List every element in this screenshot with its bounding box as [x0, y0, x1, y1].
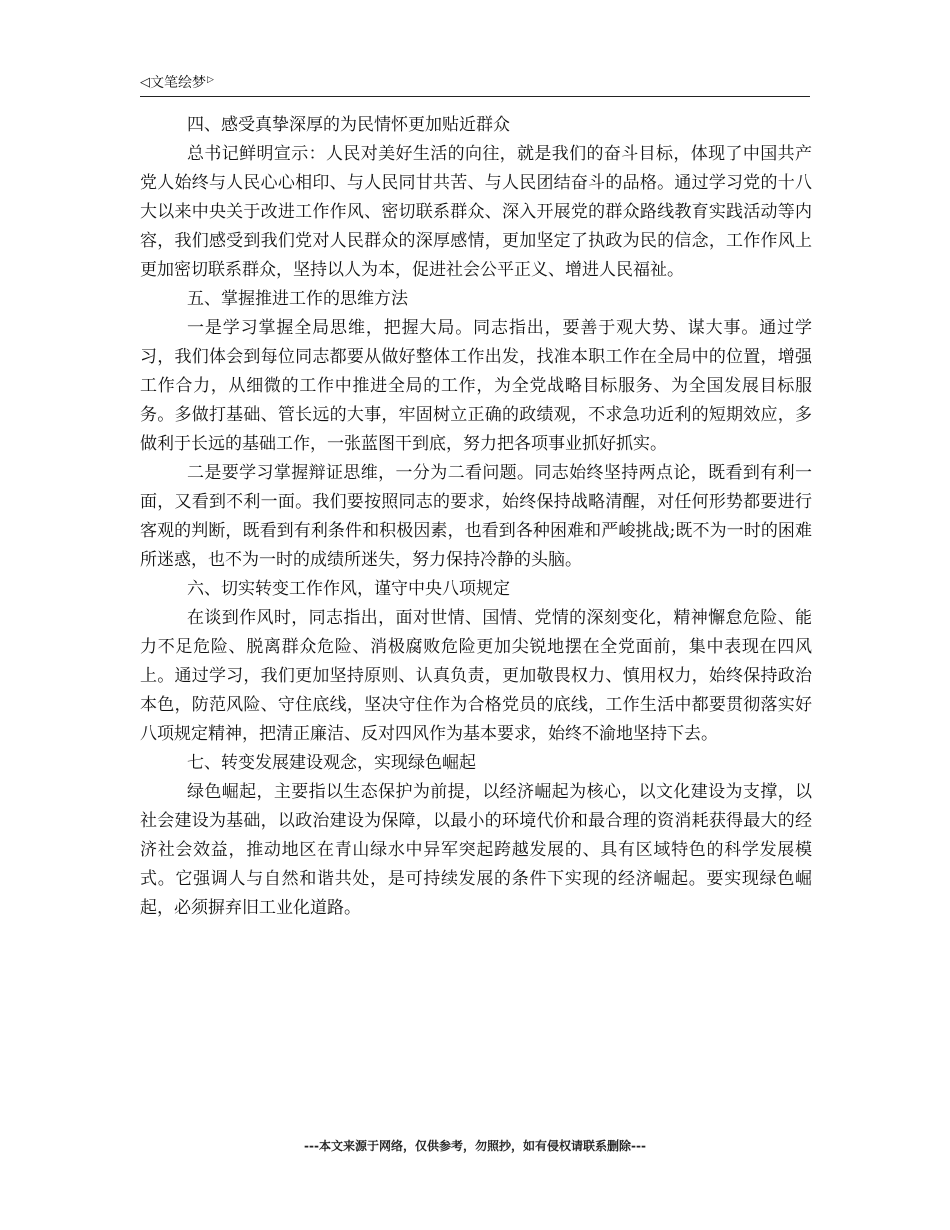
section-heading-6: 六、切实转变工作作风，谨守中央八项规定 — [187, 579, 510, 599]
section-heading-7: 七、转变发展建设观念，实现绿色崛起 — [187, 753, 476, 773]
paragraph-4-1: 总书记鲜明宣示：人民对美好生活的向往，就是我们的奋斗目标，体现了中国共产党人始终与人民心心相印、与人民同甘共苦、与人民团结奋斗的品格。通过学习党的十八大以来中央关于改进工作作风、密切联系群众、深入开展党的群众路线教育实践活动等内容，我们感受到我们党对人民群众的深厚感情，更加坚定了执政为民的信念，工作作风上更加密切联系群众，坚持以人为本，促进社会公平正义、增进人民福祉。 — [140, 144, 812, 280]
paragraph-5-2: 二是要学习掌握辩证思维，一分为二看问题。同志始终坚持两点论，既看到有利一面，又看到不利一面。我们要按照同志的要求，始终保持战略清醒，对任何形势都要进行客观的判断，既看到有利条件和积极因素，也看到各种困难和严峻挑战;既不为一时的困难所迷惑，也不为一时的成绩所迷失，努力保持冷静的头脑。 — [140, 463, 812, 570]
document-body — [140, 111, 812, 923]
paragraph-5-1: 一是学习掌握全局思维，把握大局。同志指出，要善于观大势、谋大事。通过学习，我们体会到每位同志都要从做好整体工作出发，找准本职工作在全局中的位置，增强工作合力，从细微的工作中推进全局的工作，为全党战略目标服务、为全国发展目标服务。多做打基础、管长远的大事，牢固树立正确的政绩观，不求急功近利的短期效应，多做利于长远的基础工作，一张蓝图干到底，努力把各项事业抓好抓实。 — [140, 318, 812, 454]
site-logo — [140, 74, 214, 92]
logo-right-triangle-icon: ▷ — [207, 75, 214, 85]
logo-text: 文笔绘梦 — [150, 75, 206, 91]
footer-disclaimer: ---本文来源于网络，仅供参考，勿照抄，如有侵权请联系删除--- — [304, 1139, 646, 1153]
section-heading-4: 四、感受真挚深厚的为民情怀更加贴近群众 — [187, 115, 510, 135]
paragraph-7-1: 绿色崛起，主要指以生态保护为前提，以经济崛起为核心，以文化建设为支撑，以社会建设为基础，以政治建设为保障，以最小的环境代价和最合理的资消耗获得最大的经济社会效益，推动地区在青山绿水中异军突起跨越发展的、具有区域特色的科学发展模式。它强调人与自然和谐共处，是可持续发展的条件下实现的经济崛起。要实现绿色崛起，必须摒弃旧工业化道路。 — [140, 782, 812, 918]
paragraph-6-1: 在谈到作风时，同志指出，面对世情、国情、党情的深刻变化，精神懈怠危险、能力不足危险、脱离群众危险、消极腐败危险更加尖锐地摆在全党面前，集中表现在四风上。通过学习，我们更加坚持原则、认真负责，更加敬畏权力、慎用权力，始终保持政治本色，防范风险、守住底线，坚决守住作为合格党员的底线，工作生活中都要贯彻落实好八项规定精神，把清正廉洁、反对四风作为基本要求，始终不渝地坚持下去。 — [140, 608, 812, 744]
logo-left-triangle-icon: ◁ — [140, 75, 150, 90]
section-heading-5: 五、掌握推进工作的思维方法 — [187, 289, 408, 309]
page-header — [140, 72, 810, 97]
